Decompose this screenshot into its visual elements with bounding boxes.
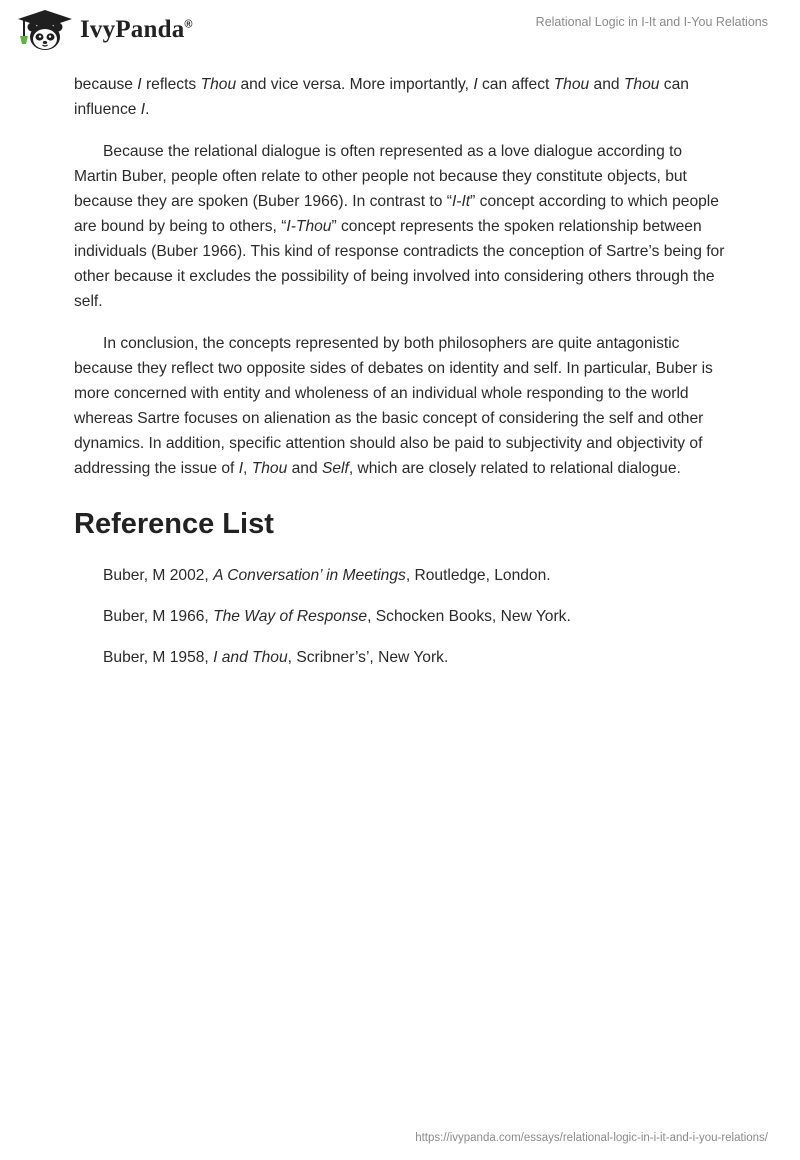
source-url-link[interactable]: https://ivypanda.com/essays/relational-logic-in-i-it-and-i-you-relations/ xyxy=(415,1132,768,1144)
reference-item: Buber, M 2002, A Conversation’ in Meetings, Routledge, London. xyxy=(103,567,551,584)
logo-wordmark: IvyPanda® xyxy=(80,16,193,43)
paragraph-continuation: because I reflects Thou and vice versa. More importantly, I can affect Thou and Thou can influence I. xyxy=(74,76,689,118)
paragraph-conclusion: In conclusion, the concepts represented by both philosophers are quite antagonistic because they reflect two opposite sides of debates on identity and self. In particular, Buber is more concerned with entity and wholeness of an individual whole responding to the world whereas Sartre focuses on alienation as the basic concept of considering the self and other dynamics. In addition, specific attention should also be paid to subjectivity and objectivity of addressing the issue of I, Thou and Self, which are closely related to relational dialogue. xyxy=(74,335,713,477)
panda-graduation-cap-icon xyxy=(14,8,76,52)
essay-content xyxy=(74,72,726,686)
running-title: Relational Logic in I-It and I-You Relations xyxy=(535,15,768,29)
ivypanda-logo[interactable] xyxy=(14,8,193,52)
reference-item: Buber, M 1958, I and Thou, Scribner’s’, New York. xyxy=(103,649,449,666)
reference-item: Buber, M 1966, The Way of Response, Schocken Books, New York. xyxy=(103,608,571,625)
page-header xyxy=(0,0,800,60)
paragraph-relational-dialogue: Because the relational dialogue is often represented as a love dialogue according to Martin Buber, people often relate to other people not because they constitute objects, but because they are spoken (Buber 1966). In contrast to “I-It” concept according to which people are bound by being to others, “I-Thou” concept represents the spoken relationship between individuals (Buber 1966). This kind of response contradicts the conception of Sartre’s being for other because it excludes the possibility of being involved into considering others through the self. xyxy=(74,143,725,310)
reference-list-heading: Reference List xyxy=(74,508,274,540)
